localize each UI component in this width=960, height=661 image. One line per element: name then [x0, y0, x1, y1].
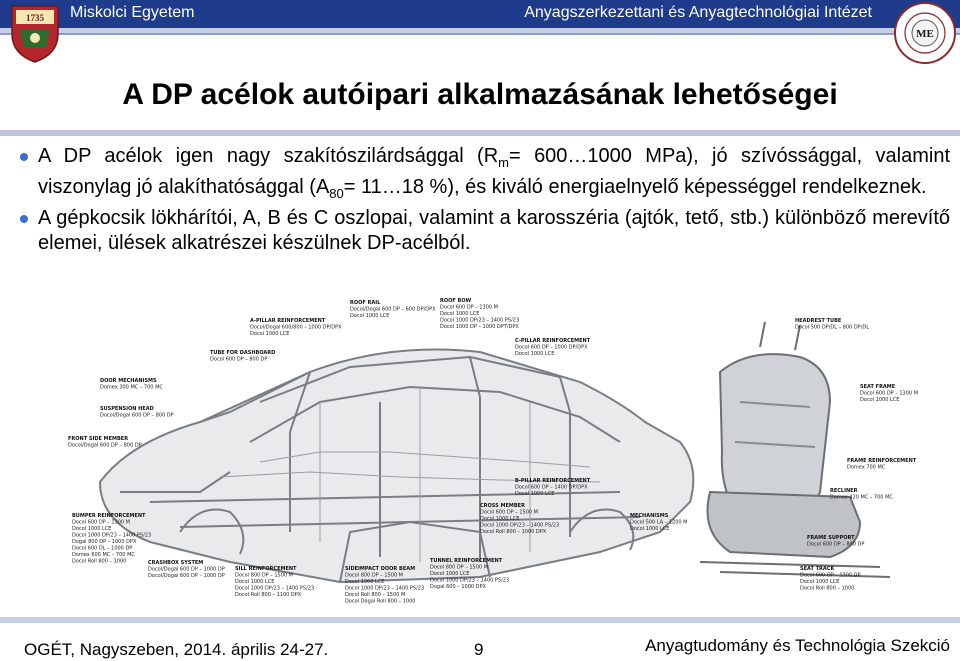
header-bar	[0, 0, 960, 28]
car-label-line: Docol 1000 DP/23 – 1400 PS/23	[480, 522, 560, 529]
seat-label-title: HEADREST TUBE	[795, 318, 842, 324]
car-label	[100, 406, 174, 419]
car-label-line: Docol 1000 LCE	[480, 516, 520, 522]
car-label-title: SIDEIMPACT DOOR BEAM	[345, 566, 416, 572]
car-label-line: Docol 800 DP – 1500 M	[235, 572, 294, 579]
seat-label-title: RECLINER	[830, 488, 858, 494]
seat-label-line: Docol 1000 LCE	[800, 579, 840, 585]
seat-label-title: SEAT TRACK	[800, 566, 835, 572]
car-label-title: C-PILLAR REINFORCEMENT	[515, 338, 591, 344]
car-label-line: Docol 1000 LCE	[345, 579, 385, 585]
seat-label	[630, 513, 687, 532]
seat-label	[800, 566, 861, 592]
bullet-item: A DP acélok igen nagy szakítószilárdsággal ($R_m=$ 600…1000 MPa), jó szívóssággal, valamint viszonylag jó alakíthatósággal ($A_{80}=$ 11…18 %), és kiváló energiaelnyelő képességgel rendelkeznek.	[20, 144, 950, 206]
car-label-title: ROOF BOW	[440, 298, 472, 304]
car-label-title: SILL REINFORCEMENT	[235, 566, 297, 572]
car-label	[350, 300, 436, 319]
car-label	[148, 560, 225, 579]
car-label-line: Docol 1000 LCE	[440, 311, 480, 317]
car-label-line: Docol 1000 LCE	[515, 351, 555, 357]
car-label-line: Docol 600 DP – 800 DP	[210, 356, 268, 363]
car-label-title: SUSPENSION HEAD	[100, 406, 154, 412]
seat-label-line: Docol 600 DP – 1300 M	[860, 390, 919, 397]
car-label-title: CRASHBOX SYSTEM	[148, 560, 204, 566]
seat-label	[860, 384, 918, 403]
seat-label-line: Docol 1000 LCE	[630, 526, 670, 532]
car-label-line: Domex 300 MC – 700 MC	[100, 384, 163, 391]
car-label-title: A-PILLAR REINFORCEMENT	[250, 318, 326, 324]
car-label-title: B-PILLAR REINFORCEMENT	[515, 478, 591, 484]
car-label-line: Dogal 600 – 1000 DPX	[430, 584, 486, 590]
bullet-list	[20, 144, 950, 256]
car-label-line: Docol 800 DP – 1500 M	[430, 564, 489, 571]
institute-seal-logo	[892, 0, 958, 66]
car-label	[345, 566, 424, 605]
car-label	[440, 298, 519, 330]
seat-frame	[700, 322, 890, 577]
car-label-title: CROSS MEMBER	[480, 503, 525, 509]
car-label-line: Docol 600 DP – 1000 DP/DPX	[515, 344, 588, 351]
car-label-title: ROOF RAIL	[350, 300, 381, 306]
car-label-line: Docol/Dogal 600/800 – 1000 DP/DPX	[250, 324, 342, 331]
car-label-line: Docol 1000 LCE	[250, 331, 290, 337]
page-title: A DP acélok autóipari alkalmazásának lehetőségei	[122, 78, 838, 111]
seat-label	[795, 318, 869, 331]
car-label-line: Docol/Dogal 600 DP – 800 DP	[68, 442, 142, 449]
car-label-line: Docol 1000 LCE	[235, 579, 275, 585]
car-label-line: Docol Dogal Roll 800 – 1000	[345, 598, 416, 605]
car-label	[250, 318, 342, 337]
car-label-line: Docol/Dogal 600 DP – 800 DP	[100, 412, 174, 419]
bullet-dot-icon	[20, 215, 28, 223]
university-name: Miskolci Egyetem	[70, 4, 195, 21]
car-label-line: Docol 1000 DP/23 – 1400 PS/23	[430, 577, 510, 584]
car-label	[100, 378, 163, 391]
seat-label-line: Docol 600 DP – 800 DP	[807, 541, 865, 548]
car-label-line: Domex 600 MC – 700 MC	[72, 552, 135, 558]
car-label-line: Docol 1000 DP/23 – 1400 PS/23	[235, 585, 315, 592]
car-label-line: Docol/Dogal 600 DP – 600 DP/DPX	[350, 306, 436, 313]
footer-section: Anyagtudomány és Technológia Szekció	[645, 636, 950, 655]
seat-label	[830, 488, 893, 501]
car-label-line: Docol 1000 LCE	[350, 313, 390, 319]
title-divider	[0, 130, 960, 136]
car-label-line: Docol 1000 LCE	[430, 571, 470, 577]
seat-label-line: Domex 420 MC – 700 MC	[830, 494, 893, 501]
seat-label-title: SEAT FRAME	[860, 384, 896, 390]
seat-label-line: Docol 1000 LCE	[860, 397, 900, 403]
car-label-line: Docol 600 DP – 1500 M	[480, 509, 539, 516]
car-label-line: Docol 1000 DP/23 – 1400 PS/23	[345, 585, 425, 592]
car-label-line: Docol 600 DP – 1400 DP/DPX	[515, 484, 588, 491]
university-crest-logo	[2, 0, 68, 66]
seat-label-line: Docol Roll 800 – 1000	[800, 585, 855, 592]
car-label-line: Dogal 800 DP – 1000 DPX	[72, 539, 137, 545]
bullet-item: A gépkocsik lökhárítói, A, B és C oszlopai, valamint a karosszéria (ajtók, tető, stb.) különböző merevítő elemei, ülések alkatrészei készülnek DP-acélból.	[20, 206, 950, 256]
footer-divider	[0, 617, 960, 623]
car-label-line: Docol 800 DP – 1500 M	[345, 572, 404, 579]
car-label	[515, 338, 591, 357]
seat-label	[847, 458, 917, 471]
car-label-title: DOOR MECHANISMS	[100, 378, 157, 384]
seat-label-line: Domex 700 MC	[847, 464, 886, 471]
car-label-line: Docol 600 DL – 1000 DP	[72, 545, 133, 552]
page-number: 9	[474, 640, 484, 659]
car-label-line: Docol Roll 800 – 1500 M	[345, 592, 406, 598]
car-label-title: BUMPER REINFORCEMENT	[72, 513, 146, 519]
car-label-line: Docol/Dogal 600 DP – 1000 DP	[148, 573, 225, 579]
car-label-line: Docol Roll 800 – 1000 DPX	[480, 529, 547, 535]
seat-label-title: FRAME REINFORCEMENT	[847, 458, 917, 464]
car-label	[68, 436, 142, 449]
bullet-dot-icon	[20, 153, 28, 161]
car-label-line: Docol 1000 LCE	[72, 526, 112, 532]
footer-event: OGÉT, Nagyszeben, 2014. április 24-27.	[24, 640, 329, 659]
car-label-line: Docol 600 DP – 1300 M	[440, 304, 499, 311]
car-label-title: TUBE FOR DASHBOARD	[210, 350, 276, 356]
car-label-line: Docol Roll 800 – 1000	[72, 558, 127, 565]
seat-label-line: Docol 500 LA – 1200 M	[630, 519, 688, 526]
header-stripe-dark	[0, 33, 960, 35]
car-label-line: Docol 1000 DP/23 – 1400 PS/23	[72, 532, 152, 539]
seal-initials: ME	[916, 28, 934, 40]
institute-name: Anyagszerkezettani és Anyagtechnológiai Intézet	[524, 4, 872, 21]
car-label-line: Docol 1000 DP/23 – 1400 PS/23	[440, 317, 520, 324]
seat-label-title: FRAME SUPPORT	[807, 535, 855, 541]
crest-year: 1735	[26, 13, 44, 23]
car-label-line: Docol Roll 800 – 1100 DPX	[235, 592, 302, 598]
seat-label-line: Docol 500 DP/DL – 800 DP/DL	[795, 324, 870, 331]
seat-label-title: MECHANISMS	[630, 513, 669, 519]
car-label-line: Docol 600 DP – 1300 M	[72, 519, 131, 526]
car-body-frame	[100, 350, 693, 583]
car-label-line: Docol 1000 LCE	[515, 491, 555, 497]
car-label-title: TUNNEL REINFORCEMENT	[430, 558, 503, 564]
car-label-line: Docol/Dogal 600 DP – 1000 DP	[148, 566, 225, 573]
car-label-line: Docol 1000 DP – 1000 DPT/DPX	[440, 324, 519, 330]
car-label-title: FRONT SIDE MEMBER	[68, 436, 129, 442]
car-body-illustration	[60, 292, 960, 612]
seat-label-line: Docol 600 DP – 1300 DP	[800, 572, 861, 579]
car-label	[210, 350, 275, 363]
